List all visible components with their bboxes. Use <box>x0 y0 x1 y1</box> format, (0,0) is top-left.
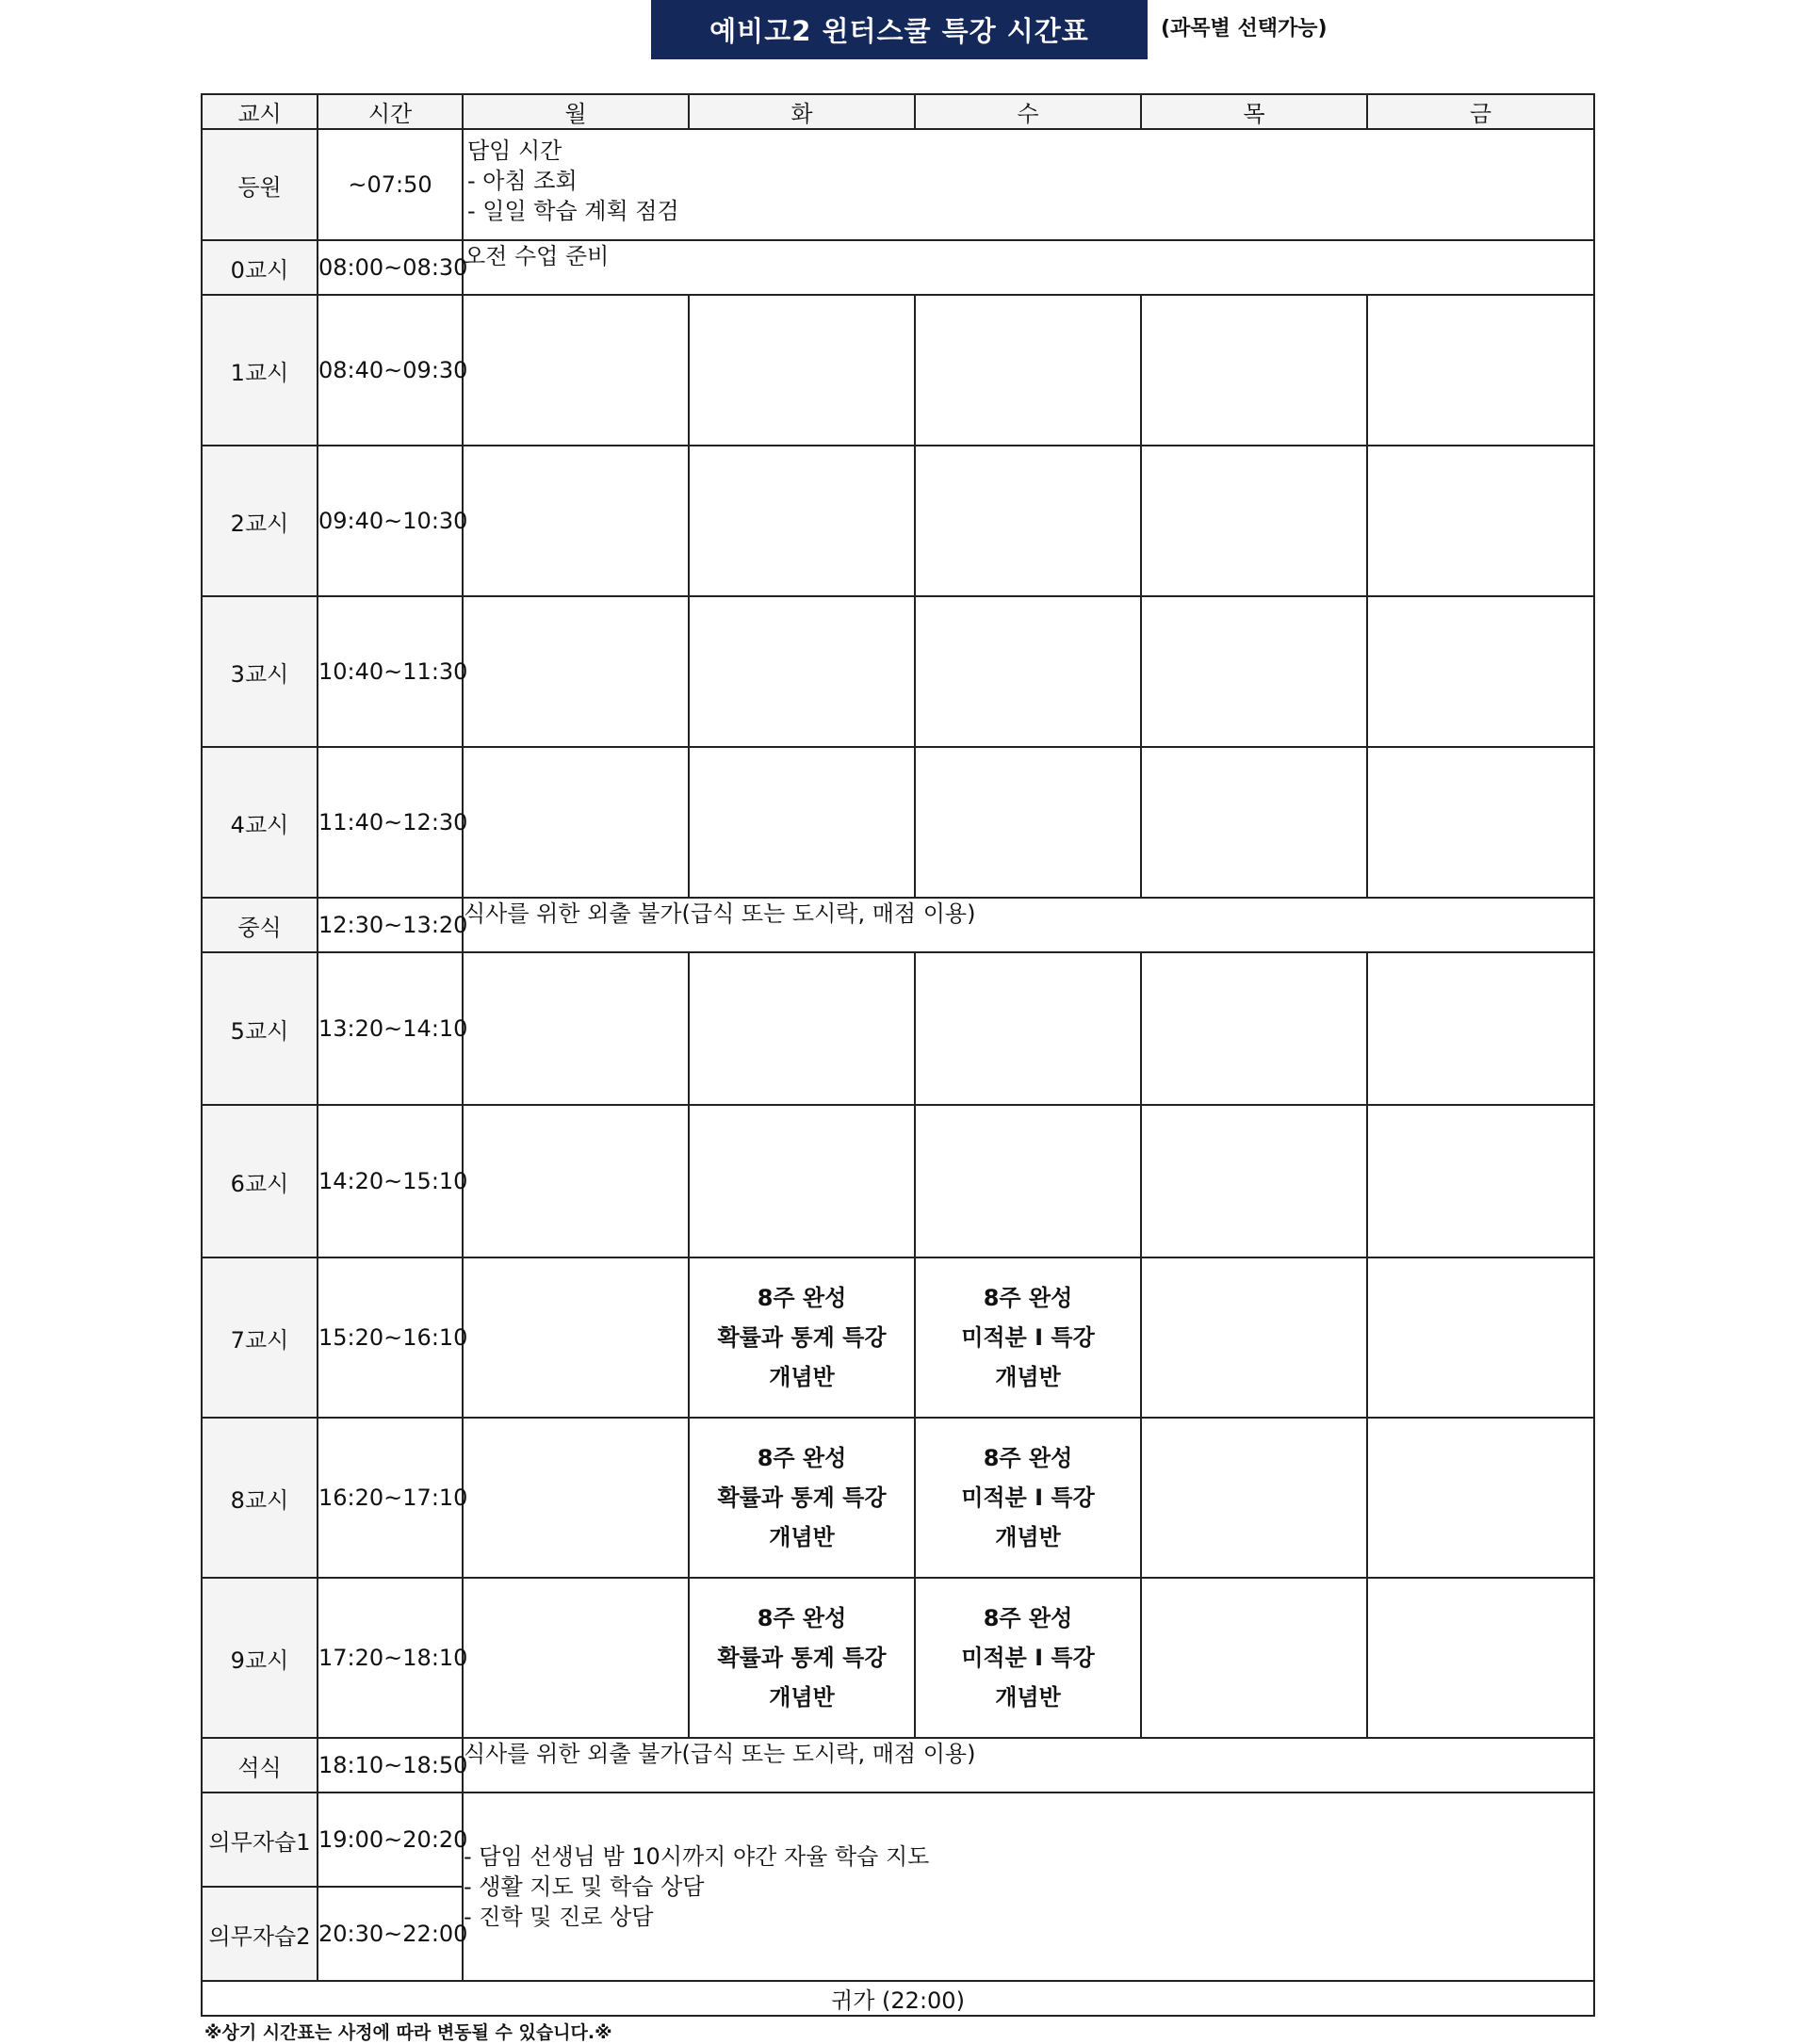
note-line: - 생활 지도 및 학습 상담 <box>464 1874 705 1900</box>
period-label: 의무자습1 <box>202 1793 318 1887</box>
period-time: 15:20~16:10 <box>318 1257 463 1418</box>
row-p3 <box>202 596 1594 747</box>
empty-cell <box>1367 747 1594 898</box>
empty-cell <box>689 952 915 1105</box>
row-p5 <box>202 952 1594 1105</box>
period-label: 중식 <box>202 898 318 952</box>
empty-cell <box>915 952 1141 1105</box>
period-label: 등원 <box>202 129 318 240</box>
empty-cell <box>463 1418 689 1578</box>
class-cell-wed <box>915 1578 1141 1738</box>
period-label: 0교시 <box>202 240 318 295</box>
subtitle: (과목별 선택가능) <box>1161 17 1328 41</box>
class-line: 개념반 <box>769 1364 835 1390</box>
empty-cell <box>689 596 915 747</box>
class-cell-wed <box>915 1418 1141 1578</box>
empty-cell <box>463 1105 689 1257</box>
row-lunch <box>202 898 1594 952</box>
empty-cell <box>1141 446 1367 596</box>
header-thu: 목 <box>1141 94 1367 129</box>
empty-cell <box>463 952 689 1105</box>
class-line: 확률과 통계 특강 <box>717 1645 887 1671</box>
period-label: 7교시 <box>202 1257 318 1418</box>
row-arrival <box>202 129 1594 240</box>
row-p9 <box>202 1578 1594 1738</box>
period-time: 09:40~10:30 <box>318 446 463 596</box>
empty-cell <box>689 446 915 596</box>
empty-cell <box>1141 1105 1367 1257</box>
period-label: 1교시 <box>202 295 318 446</box>
period-label: 5교시 <box>202 952 318 1105</box>
empty-cell <box>1367 1105 1594 1257</box>
empty-cell <box>1141 1257 1367 1418</box>
empty-cell <box>689 747 915 898</box>
class-cell-tue <box>689 1578 915 1738</box>
dinner-note: 식사를 위한 외출 불가(급식 또는 도시락, 매점 이용) <box>463 1738 1594 1793</box>
header-time: 시간 <box>318 94 463 129</box>
empty-cell <box>1141 295 1367 446</box>
row-dinner <box>202 1738 1594 1793</box>
header-row <box>202 94 1594 129</box>
period-label: 6교시 <box>202 1105 318 1257</box>
period-label: 8교시 <box>202 1418 318 1578</box>
empty-cell <box>463 596 689 747</box>
class-line: 미적분 I 특강 <box>961 1484 1095 1511</box>
lunch-note: 식사를 위한 외출 불가(급식 또는 도시락, 매점 이용) <box>463 898 1594 952</box>
empty-cell <box>1367 952 1594 1105</box>
note-line: - 진학 및 진로 상담 <box>464 1904 654 1930</box>
row-study1 <box>202 1793 1594 1887</box>
empty-cell <box>915 1105 1141 1257</box>
empty-cell <box>689 295 915 446</box>
footnote: ※상기 시간표는 사정에 따라 변동될 수 있습니다.※ <box>204 2022 612 2043</box>
empty-cell <box>1367 446 1594 596</box>
page-title: 예비고2 윈터스쿨 특강 시간표 <box>651 0 1148 59</box>
period-label: 의무자습2 <box>202 1887 318 1981</box>
class-line: 8주 완성 <box>983 1285 1073 1311</box>
period-time: 10:40~11:30 <box>318 596 463 747</box>
empty-cell <box>463 1257 689 1418</box>
note-line: - 아침 조회 <box>467 168 578 194</box>
period-time: 08:40~09:30 <box>318 295 463 446</box>
go-home-time: 귀가 (22:00) <box>202 1981 1594 2016</box>
empty-cell <box>915 295 1141 446</box>
class-cell-wed <box>915 1257 1141 1418</box>
period-time: 14:20~15:10 <box>318 1105 463 1257</box>
empty-cell <box>915 446 1141 596</box>
header-period: 교시 <box>202 94 318 129</box>
empty-cell <box>1141 747 1367 898</box>
note-line: - 일일 학습 계획 점검 <box>467 198 679 224</box>
class-line: 8주 완성 <box>757 1285 847 1311</box>
row-p4 <box>202 747 1594 898</box>
row-footer <box>202 1981 1594 2016</box>
p0-note: 오전 수업 준비 <box>463 240 1594 295</box>
period-time: 13:20~14:10 <box>318 952 463 1105</box>
class-line: 확률과 통계 특강 <box>717 1484 887 1511</box>
period-label: 4교시 <box>202 747 318 898</box>
empty-cell <box>915 596 1141 747</box>
row-p7 <box>202 1257 1594 1418</box>
class-line: 8주 완성 <box>983 1605 1073 1631</box>
period-time: 17:20~18:10 <box>318 1578 463 1738</box>
empty-cell <box>463 446 689 596</box>
row-p1 <box>202 295 1594 446</box>
empty-cell <box>463 747 689 898</box>
class-line: 미적분 I 특강 <box>961 1645 1095 1671</box>
period-label: 9교시 <box>202 1578 318 1738</box>
class-line: 8주 완성 <box>757 1445 847 1471</box>
empty-cell <box>463 1578 689 1738</box>
period-time: 18:10~18:50 <box>318 1738 463 1793</box>
class-line: 개념반 <box>769 1524 835 1550</box>
empty-cell <box>1367 596 1594 747</box>
period-label: 3교시 <box>202 596 318 747</box>
empty-cell <box>1367 295 1594 446</box>
empty-cell <box>1141 596 1367 747</box>
study-note <box>463 1793 1594 1981</box>
period-time: ~07:50 <box>318 129 463 240</box>
class-line: 개념반 <box>995 1684 1061 1711</box>
header-wed: 수 <box>915 94 1141 129</box>
row-p6 <box>202 1105 1594 1257</box>
row-p8 <box>202 1418 1594 1578</box>
period-time: 19:00~20:20 <box>318 1793 463 1887</box>
period-time: 12:30~13:20 <box>318 898 463 952</box>
period-time: 11:40~12:30 <box>318 747 463 898</box>
empty-cell <box>1141 1578 1367 1738</box>
period-label: 석식 <box>202 1738 318 1793</box>
row-p2 <box>202 446 1594 596</box>
class-line: 8주 완성 <box>983 1445 1073 1471</box>
class-line: 개념반 <box>995 1364 1061 1390</box>
empty-cell <box>915 747 1141 898</box>
class-line: 8주 완성 <box>757 1605 847 1631</box>
class-line: 개념반 <box>769 1684 835 1711</box>
empty-cell <box>1141 1418 1367 1578</box>
timetable <box>201 93 1595 2017</box>
empty-cell <box>1367 1418 1594 1578</box>
note-line: - 담임 선생님 밤 10시까지 야간 자율 학습 지도 <box>464 1843 930 1870</box>
class-cell-tue <box>689 1257 915 1418</box>
empty-cell <box>1367 1578 1594 1738</box>
header-tue: 화 <box>689 94 915 129</box>
period-time: 20:30~22:00 <box>318 1887 463 1981</box>
class-line: 확률과 통계 특강 <box>717 1324 887 1351</box>
header-mon: 월 <box>463 94 689 129</box>
class-line: 미적분 I 특강 <box>961 1324 1095 1351</box>
header-fri: 금 <box>1367 94 1594 129</box>
empty-cell <box>463 295 689 446</box>
class-line: 개념반 <box>995 1524 1061 1550</box>
period-time: 08:00~08:30 <box>318 240 463 295</box>
class-cell-tue <box>689 1418 915 1578</box>
arrival-note <box>463 129 1594 240</box>
period-time: 16:20~17:10 <box>318 1418 463 1578</box>
empty-cell <box>1141 952 1367 1105</box>
empty-cell <box>689 1105 915 1257</box>
row-p0 <box>202 240 1594 295</box>
empty-cell <box>1367 1257 1594 1418</box>
note-line: 담임 시간 <box>467 138 562 164</box>
period-label: 2교시 <box>202 446 318 596</box>
